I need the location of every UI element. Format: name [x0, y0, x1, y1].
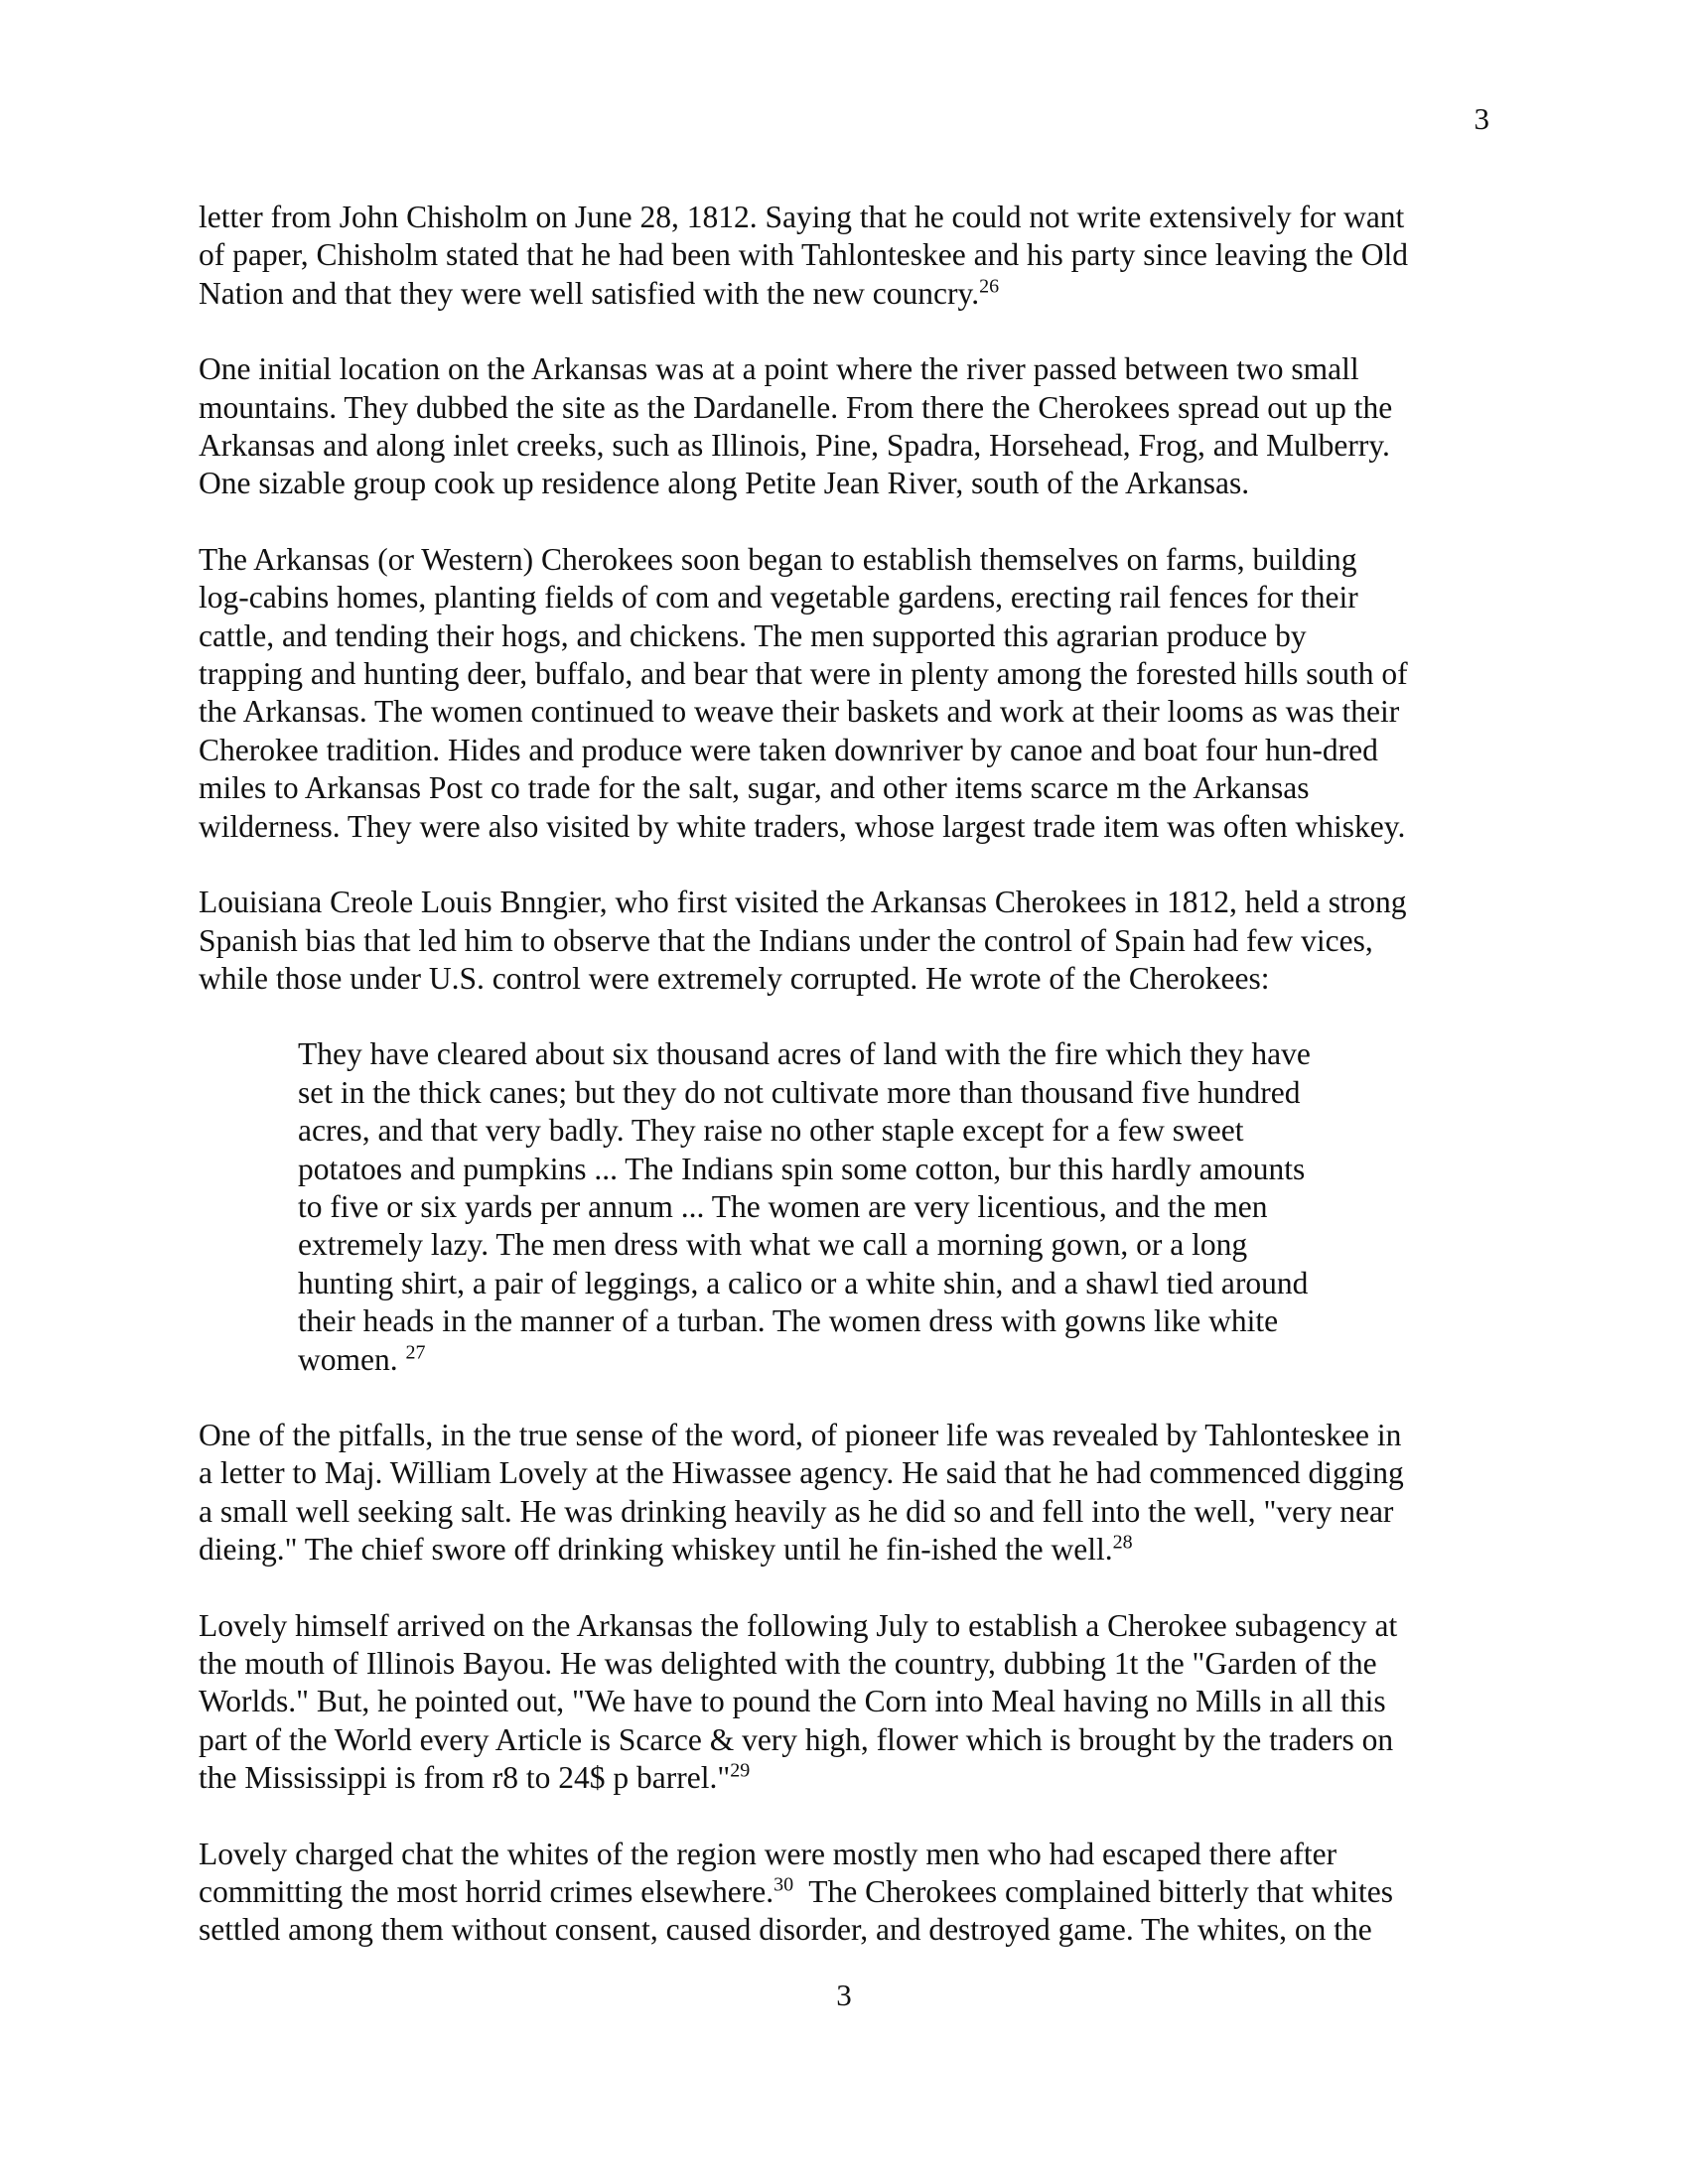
- paragraph-7: [199, 1836, 1489, 1950]
- text-line: women. $^{27}$: [298, 1341, 426, 1377]
- paragraph-1: [199, 199, 1489, 313]
- text-line: the Mississippi is from r8 to 24$ p barrel."$^{29}$: [199, 1759, 751, 1796]
- text-line: letter from John Chisholm on June 28, 1812. Saying that he could not write extensively for want: [199, 200, 1405, 234]
- text-line: their heads in the manner of a turban. The women dress with gowns like white: [298, 1303, 1279, 1339]
- text-line: committing the most horrid crimes elsewhere.$^{30}$ The Cherokees complained bitterly that whites: [199, 1873, 1393, 1910]
- body-text: [199, 199, 1489, 1987]
- footer-page-number: 3: [836, 1978, 852, 2012]
- footnote-ref: 28: [1112, 1531, 1133, 1554]
- footnote-ref: 29: [730, 1759, 751, 1782]
- text-line: to five or six yards per annum ... The women are very licentious, and the men: [298, 1188, 1268, 1224]
- text-line: Nation and that they were well satisfied with the new councry.$^{26}$: [199, 275, 1000, 311]
- footnote-ref: 27: [405, 1341, 426, 1364]
- text-line: log-cabins homes, planting fields of com and vegetable gardens, erecting rail fences for their: [199, 580, 1358, 615]
- text-line: They have cleared about six thousand acres of land with the fire which they have: [298, 1036, 1311, 1072]
- text-line: mountains. They dubbed the site as the Dardanelle. From there the Cherokees spread out up the: [199, 389, 1393, 425]
- text-line: potatoes and pumpkins ... The Indians spin some cotton, bur this hardly amounts: [298, 1151, 1306, 1186]
- text-line: Louisiana Creole Louis Bnngier, who first visited the Arkansas Cherokees in 1812, held a strong: [199, 885, 1407, 920]
- text-line: hunting shirt, a pair of leggings, a calico or a white shin, and a shawl tied around: [298, 1265, 1309, 1300]
- text-line: Spanish bias that led him to observe that the Indians under the control of Spain had few vices,: [199, 922, 1373, 958]
- header-page-number: 3: [1474, 101, 1489, 136]
- text-line: a letter to Maj. William Lovely at the Hiwassee agency. He said that he had commenced digging: [199, 1455, 1404, 1491]
- text-line: Cherokee tradition. Hides and produce were taken downriver by canoe and boat four hun-dred: [199, 732, 1378, 767]
- text-line: set in the thick canes; but they do not cultivate more than thousand five hundred: [298, 1074, 1301, 1110]
- text-line: part of the World every Article is Scarce & very high, flower which is brought by the traders on: [199, 1721, 1394, 1757]
- text-line: One sizable group cook up residence along Petite Jean River, south of the Arkansas.: [199, 466, 1250, 501]
- text-line: acres, and that very badly. They raise no other staple except for a few sweet: [298, 1113, 1244, 1149]
- text-line: the mouth of Illinois Bayou. He was delighted with the country, dubbing 1t the "Garden of the: [199, 1646, 1377, 1681]
- text-line: extremely lazy. The men dress with what we call a morning gown, or a long: [298, 1227, 1248, 1263]
- paragraph-6: [199, 1607, 1489, 1798]
- footnote-ref: 30: [774, 1873, 794, 1896]
- text-line: wilderness. They were also visited by white traders, whose largest trade item was often whiskey.: [199, 808, 1406, 844]
- text-line: Arkansas and along inlet creeks, such as Illinois, Pine, Spadra, Horsehead, Frog, and Mulberry.: [199, 428, 1390, 464]
- text-line: trapping and hunting deer, buffalo, and bear that were in plenty among the forested hills south of: [199, 656, 1408, 692]
- block-quote: [298, 1035, 1370, 1379]
- text-line: Worlds." But, he pointed out, "We have to pound the Corn into Meal having no Mills in all this: [199, 1684, 1386, 1719]
- text-line: miles to Arkansas Post co trade for the salt, sugar, and other items scarce m the Arkansas: [199, 770, 1310, 806]
- text-line: One initial location on the Arkansas was at a point where the river passed between two small: [199, 351, 1359, 387]
- text-line: cattle, and tending their hogs, and chickens. The men supported this agrarian produce by: [199, 617, 1307, 653]
- text-line: Lovely charged chat the whites of the region were mostly men who had escaped there after: [199, 1836, 1337, 1871]
- footnote-ref: 26: [979, 275, 1000, 298]
- text-line: settled among them without consent, caused disorder, and destroyed game. The whites, on the: [199, 1912, 1372, 1948]
- paragraph-4: [199, 884, 1489, 998]
- paragraph-3: [199, 541, 1489, 846]
- text-line: of paper, Chisholm stated that he had been with Tahlonteskee and his party since leaving the Old: [199, 237, 1409, 273]
- text-line: The Arkansas (or Western) Cherokees soon began to establish themselves on farms, building: [199, 541, 1357, 577]
- text-line: while those under U.S. control were extremely corrupted. He wrote of the Cherokees:: [199, 960, 1270, 996]
- text-line: dieing." The chief swore off drinking whiskey until he fin-ished the well.$^{28}$: [199, 1531, 1133, 1568]
- text-line: Lovely himself arrived on the Arkansas the following July to establish a Cherokee subagency at: [199, 1607, 1398, 1643]
- text-line: the Arkansas. The women continued to weave their baskets and work at their looms as was their: [199, 694, 1400, 730]
- paragraph-5: [199, 1417, 1489, 1570]
- text-line: One of the pitfalls, in the true sense of the word, of pioneer life was revealed by Tahlonteskee in: [199, 1417, 1402, 1452]
- paragraph-2: [199, 350, 1489, 503]
- text-line: a small well seeking salt. He was drinking heavily as he did so and fell into the well, "very near: [199, 1493, 1394, 1529]
